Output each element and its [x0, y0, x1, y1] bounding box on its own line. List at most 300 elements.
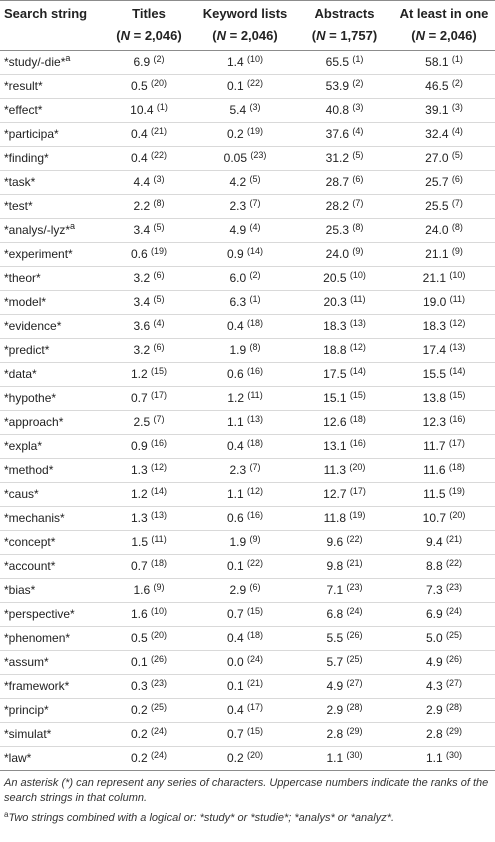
search-string-cell	[0, 51, 104, 75]
rank-value: 9	[355, 246, 361, 256]
percentage-cell	[104, 267, 194, 291]
rank-superscript: (2)	[451, 78, 463, 88]
percentage-cell	[296, 507, 393, 531]
percentage-cell	[194, 291, 296, 315]
search-string: *predict*	[4, 343, 50, 357]
rank-superscript: (22)	[346, 534, 363, 544]
search-string: *experiment*	[4, 247, 73, 261]
percentage-value: 0.5	[130, 631, 148, 645]
table-row	[0, 555, 495, 579]
search-string-cell	[0, 171, 104, 195]
percentage-cell	[104, 219, 194, 243]
rank-value: 25	[154, 702, 165, 712]
percentage-value: 65.5	[325, 55, 349, 69]
rank-superscript: (26)	[446, 654, 463, 664]
percentage-cell	[194, 435, 296, 459]
percentage-cell	[393, 459, 495, 483]
percentage-cell	[296, 555, 393, 579]
percentage-cell	[104, 555, 194, 579]
percentage-cell	[194, 315, 296, 339]
percentage-cell	[296, 651, 393, 675]
rank-superscript: (6)	[249, 582, 261, 592]
search-string-cell	[0, 219, 104, 243]
percentage-value: 7.1	[326, 583, 344, 597]
percentage-value: 0.4	[226, 631, 244, 645]
table-row	[0, 315, 495, 339]
rank-superscript: (16)	[349, 438, 366, 448]
footnote-marker: a	[70, 221, 76, 231]
rank-value: 20	[452, 510, 463, 520]
search-string: *phenomen*	[4, 631, 71, 645]
rank-superscript: (25)	[346, 654, 363, 664]
percentage-cell	[104, 99, 194, 123]
percentage-cell	[104, 411, 194, 435]
rank-value: 15	[452, 390, 463, 400]
rank-value: 24	[349, 606, 360, 616]
percentage-cell	[393, 387, 495, 411]
rank-superscript: (20)	[449, 510, 466, 520]
rank-superscript: (6)	[451, 174, 463, 184]
percentage-cell	[393, 243, 495, 267]
percentage-value: 25.5	[425, 199, 449, 213]
percentage-cell	[393, 747, 495, 771]
rank-superscript: (17)	[349, 486, 366, 496]
rank-superscript: (6)	[153, 270, 165, 280]
search-string-cell	[0, 99, 104, 123]
search-string-cell	[0, 339, 104, 363]
footnote-a-text: Two strings combined with a logical or: *study* or *studie*; *analys* or *analyz*.	[8, 812, 395, 824]
table-row	[0, 675, 495, 699]
percentage-value: 2.2	[133, 199, 151, 213]
search-string: *evidence*	[4, 319, 62, 333]
rank-value: 1	[252, 294, 258, 304]
percentage-cell	[296, 267, 393, 291]
footnote-a-mark: a	[4, 810, 9, 819]
percentage-value: 40.8	[325, 103, 349, 117]
percentage-cell	[194, 219, 296, 243]
percentage-value: 6.8	[326, 607, 344, 621]
rank-value: 12	[250, 486, 261, 496]
rank-value: 9	[156, 582, 162, 592]
percentage-value: 0.4	[130, 127, 148, 141]
header-label: Keyword lists	[202, 6, 288, 21]
rank-superscript: (11)	[449, 294, 466, 304]
percentage-cell	[296, 51, 393, 75]
percentage-value: 13.8	[422, 391, 446, 405]
percentage-value: 2.9	[326, 703, 344, 717]
percentage-value: 20.3	[323, 295, 347, 309]
percentage-cell	[104, 579, 194, 603]
percentage-value: 0.1	[226, 559, 244, 573]
percentage-cell	[194, 267, 296, 291]
rank-superscript: (1)	[451, 54, 463, 64]
percentage-value: 6.0	[229, 271, 247, 285]
percentage-cell	[104, 123, 194, 147]
rank-superscript: (14)	[449, 366, 466, 376]
rank-value: 13	[154, 510, 165, 520]
rank-value: 22	[449, 558, 460, 568]
rank-superscript: (20)	[151, 630, 168, 640]
percentage-value: 2.3	[229, 199, 247, 213]
search-string-cell	[0, 435, 104, 459]
percentage-cell	[194, 411, 296, 435]
percentage-cell	[194, 531, 296, 555]
percentage-cell	[104, 603, 194, 627]
percentage-value: 25.3	[325, 223, 349, 237]
rank-superscript: (16)	[151, 438, 168, 448]
percentage-cell	[296, 363, 393, 387]
percentage-value: 58.1	[425, 55, 449, 69]
rank-superscript: (22)	[151, 150, 168, 160]
header-label: At least in one	[399, 6, 489, 21]
percentage-value: 1.9	[229, 535, 247, 549]
rank-superscript: (24)	[151, 750, 168, 760]
rank-superscript: (10)	[247, 54, 264, 64]
rank-value: 4	[156, 318, 162, 328]
percentage-cell	[104, 723, 194, 747]
rank-value: 8	[454, 222, 460, 232]
percentage-value: 1.2	[130, 367, 148, 381]
rank-superscript: (17)	[247, 702, 264, 712]
percentage-cell	[194, 603, 296, 627]
table-row	[0, 627, 495, 651]
rank-value: 6	[355, 174, 361, 184]
percentage-value: 21.1	[422, 271, 446, 285]
percentage-value: 21.1	[425, 247, 449, 261]
percentage-value: 6.9	[425, 607, 443, 621]
header-sample-size: (N = 2,046)	[212, 28, 278, 43]
percentage-cell	[296, 243, 393, 267]
table-row	[0, 123, 495, 147]
percentage-value: 11.8	[323, 511, 347, 525]
percentage-value: 0.7	[130, 391, 148, 405]
rank-value: 24	[449, 606, 460, 616]
rank-superscript: (5)	[451, 150, 463, 160]
rank-value: 26	[449, 654, 460, 664]
rank-superscript: (27)	[446, 678, 463, 688]
percentage-cell	[194, 459, 296, 483]
rank-value: 6	[454, 174, 460, 184]
percentage-cell	[104, 195, 194, 219]
rank-superscript: (24)	[151, 726, 168, 736]
table-row	[0, 651, 495, 675]
percentage-value: 32.4	[425, 127, 449, 141]
percentage-value: 39.1	[425, 103, 449, 117]
percentage-value: 1.1	[425, 751, 443, 765]
search-string: *caus*	[4, 487, 39, 501]
rank-value: 12	[154, 462, 165, 472]
rank-superscript: (18)	[247, 318, 264, 328]
percentage-value: 9.8	[326, 559, 344, 573]
percentage-cell	[104, 171, 194, 195]
rank-value: 18	[451, 462, 462, 472]
rank-superscript: (2)	[153, 54, 165, 64]
rank-superscript: (7)	[249, 462, 261, 472]
search-string: *finding*	[4, 151, 49, 165]
percentage-cell	[296, 747, 393, 771]
percentage-cell	[194, 171, 296, 195]
rank-superscript: (19)	[151, 246, 168, 256]
percentage-value: 18.8	[323, 343, 347, 357]
rank-superscript: (29)	[346, 726, 363, 736]
rank-value: 28	[449, 702, 460, 712]
rank-superscript: (18)	[247, 630, 264, 640]
percentage-cell	[194, 147, 296, 171]
percentage-cell	[194, 51, 296, 75]
search-string-cell	[0, 459, 104, 483]
rank-superscript: (5)	[249, 174, 261, 184]
table-footnotes	[0, 771, 495, 826]
rank-value: 11	[353, 294, 363, 304]
percentage-cell	[296, 699, 393, 723]
rank-superscript: (12)	[349, 342, 366, 352]
rank-superscript: (19)	[448, 486, 465, 496]
rank-superscript: (2)	[352, 78, 364, 88]
percentage-cell	[194, 75, 296, 99]
rank-superscript: (15)	[247, 606, 264, 616]
rank-value: 20	[154, 78, 165, 88]
percentage-cell	[296, 675, 393, 699]
percentage-value: 0.2	[130, 727, 148, 741]
rank-superscript: (10)	[449, 270, 466, 280]
percentage-value: 1.6	[133, 583, 151, 597]
search-string: *result*	[4, 79, 43, 93]
percentage-value: 0.7	[226, 727, 244, 741]
search-string: *assum*	[4, 655, 49, 669]
percentage-value: 2.9	[425, 703, 443, 717]
percentage-value: 2.3	[229, 463, 247, 477]
percentage-cell	[393, 435, 495, 459]
percentage-value: 5.0	[425, 631, 443, 645]
percentage-cell	[393, 627, 495, 651]
percentage-value: 12.3	[422, 415, 446, 429]
search-string-cell	[0, 291, 104, 315]
percentage-cell	[194, 363, 296, 387]
rank-superscript: (1)	[156, 102, 168, 112]
percentage-value: 37.6	[325, 127, 349, 141]
percentage-cell	[104, 483, 194, 507]
percentage-cell	[393, 315, 495, 339]
percentage-cell	[296, 459, 393, 483]
percentage-cell	[296, 531, 393, 555]
rank-superscript: (8)	[153, 198, 165, 208]
percentage-cell	[296, 603, 393, 627]
search-string-cell	[0, 699, 104, 723]
percentage-cell	[393, 51, 495, 75]
rank-value: 1	[159, 102, 165, 112]
percentage-value: 3.6	[133, 319, 151, 333]
rank-value: 6	[156, 342, 162, 352]
percentage-cell	[194, 651, 296, 675]
search-string: *bias*	[4, 583, 36, 597]
rank-superscript: (22)	[446, 558, 463, 568]
percentage-cell	[393, 699, 495, 723]
search-string-cell	[0, 627, 104, 651]
rank-superscript: (9)	[451, 246, 463, 256]
search-string: *effect*	[4, 103, 43, 117]
rank-superscript: (23)	[346, 582, 363, 592]
percentage-value: 1.6	[130, 607, 148, 621]
rank-superscript: (10)	[349, 270, 366, 280]
rank-value: 18	[154, 558, 165, 568]
percentage-value: 11.7	[423, 439, 446, 453]
percentage-value: 17.4	[422, 343, 446, 357]
percentage-cell	[194, 243, 296, 267]
rank-value: 10	[154, 606, 165, 616]
percentage-value: 1.4	[226, 55, 244, 69]
rank-value: 17	[154, 390, 165, 400]
rank-value: 13	[250, 414, 261, 424]
search-string: *study/-die*	[4, 55, 66, 69]
percentage-value: 11.5	[423, 487, 446, 501]
rank-value: 6	[252, 582, 258, 592]
percentage-cell	[393, 411, 495, 435]
rank-value: 3	[252, 102, 258, 112]
rank-value: 25	[449, 630, 460, 640]
rank-superscript: (8)	[451, 222, 463, 232]
rank-superscript: (20)	[247, 750, 264, 760]
table-row	[0, 147, 495, 171]
percentage-cell	[296, 291, 393, 315]
rank-superscript: (11)	[151, 534, 167, 544]
rank-superscript: (23)	[446, 582, 463, 592]
search-string: *method*	[4, 463, 54, 477]
rank-superscript: (22)	[247, 78, 264, 88]
percentage-cell	[194, 387, 296, 411]
percentage-cell	[296, 579, 393, 603]
percentage-value: 27.0	[425, 151, 449, 165]
percentage-cell	[104, 339, 194, 363]
rank-value: 22	[250, 558, 261, 568]
search-string-cell	[0, 387, 104, 411]
percentage-value: 0.6	[130, 247, 148, 261]
rank-value: 21	[349, 558, 360, 568]
percentage-cell	[194, 195, 296, 219]
percentage-value: 5.7	[326, 655, 344, 669]
rank-value: 23	[449, 582, 460, 592]
rank-superscript: (23)	[250, 150, 267, 160]
percentage-cell	[393, 219, 495, 243]
rank-value: 7	[355, 198, 361, 208]
table-row	[0, 267, 495, 291]
percentage-value: 0.9	[130, 439, 148, 453]
rank-superscript: (17)	[448, 438, 465, 448]
search-string: *task*	[4, 175, 36, 189]
search-string: *approach*	[4, 415, 64, 429]
rank-superscript: (29)	[446, 726, 463, 736]
search-string-cell	[0, 315, 104, 339]
rank-superscript: (15)	[151, 366, 168, 376]
percentage-value: 3.4	[133, 223, 151, 237]
percentage-cell	[296, 627, 393, 651]
percentage-cell	[194, 507, 296, 531]
rank-superscript: (3)	[451, 102, 463, 112]
search-string-cell	[0, 411, 104, 435]
rank-value: 16	[250, 510, 261, 520]
rank-value: 2	[252, 270, 258, 280]
table-row	[0, 603, 495, 627]
header-sample-size: (N = 2,046)	[411, 28, 477, 43]
rank-value: 19	[250, 126, 261, 136]
rank-value: 26	[154, 654, 165, 664]
rank-superscript: (4)	[451, 126, 463, 136]
search-string-cell	[0, 147, 104, 171]
percentage-cell	[194, 483, 296, 507]
search-string: *simulat*	[4, 727, 52, 741]
rank-superscript: (4)	[153, 318, 165, 328]
rank-superscript: (8)	[249, 342, 261, 352]
rank-value: 24	[250, 654, 261, 664]
search-string: *mechanis*	[4, 511, 65, 525]
percentage-value: 6.9	[133, 55, 151, 69]
percentage-cell	[104, 675, 194, 699]
percentage-cell	[104, 627, 194, 651]
rank-superscript: (23)	[151, 678, 168, 688]
rank-superscript: (12)	[247, 486, 264, 496]
search-string-cell	[0, 579, 104, 603]
header-column-3	[296, 1, 393, 51]
search-string-cell	[0, 531, 104, 555]
percentage-cell	[296, 99, 393, 123]
rank-superscript: (6)	[352, 174, 364, 184]
rank-value: 30	[449, 750, 460, 760]
rank-superscript: (18)	[247, 438, 264, 448]
rank-value: 5	[156, 294, 162, 304]
percentage-cell	[393, 99, 495, 123]
percentage-value: 2.9	[229, 583, 247, 597]
rank-superscript: (13)	[349, 318, 366, 328]
percentage-cell	[393, 555, 495, 579]
percentage-value: 0.0	[226, 655, 244, 669]
rank-value: 3	[454, 102, 460, 112]
percentage-cell	[393, 603, 495, 627]
rank-value: 21	[449, 534, 460, 544]
percentage-value: 1.2	[227, 391, 244, 405]
rank-value: 2	[454, 78, 460, 88]
table-row	[0, 75, 495, 99]
percentage-value: 1.1	[226, 415, 244, 429]
rank-value: 6	[156, 270, 162, 280]
percentage-value: 0.3	[130, 679, 148, 693]
rank-value: 25	[349, 654, 360, 664]
rank-superscript: (14)	[151, 486, 168, 496]
percentage-cell	[296, 723, 393, 747]
percentage-value: 0.1	[226, 79, 244, 93]
percentage-cell	[393, 507, 495, 531]
rank-value: 16	[250, 366, 261, 376]
rank-value: 4	[454, 126, 460, 136]
rank-value: 24	[154, 726, 165, 736]
percentage-cell	[104, 699, 194, 723]
percentage-cell	[393, 675, 495, 699]
percentage-value: 24.0	[325, 247, 349, 261]
rank-superscript: (3)	[153, 174, 165, 184]
rank-value: 13	[352, 318, 363, 328]
rank-superscript: (7)	[249, 198, 261, 208]
rank-value: 18	[250, 318, 261, 328]
rank-value: 12	[452, 318, 463, 328]
percentage-cell	[194, 699, 296, 723]
percentage-value: 12.7	[323, 487, 347, 501]
search-string: *participa*	[4, 127, 59, 141]
rank-value: 5	[252, 174, 258, 184]
percentage-value: 0.1	[130, 655, 148, 669]
percentage-value: 28.7	[325, 175, 349, 189]
percentage-cell	[393, 291, 495, 315]
rank-value: 7	[252, 462, 258, 472]
percentage-cell	[296, 411, 393, 435]
percentage-cell	[104, 387, 194, 411]
